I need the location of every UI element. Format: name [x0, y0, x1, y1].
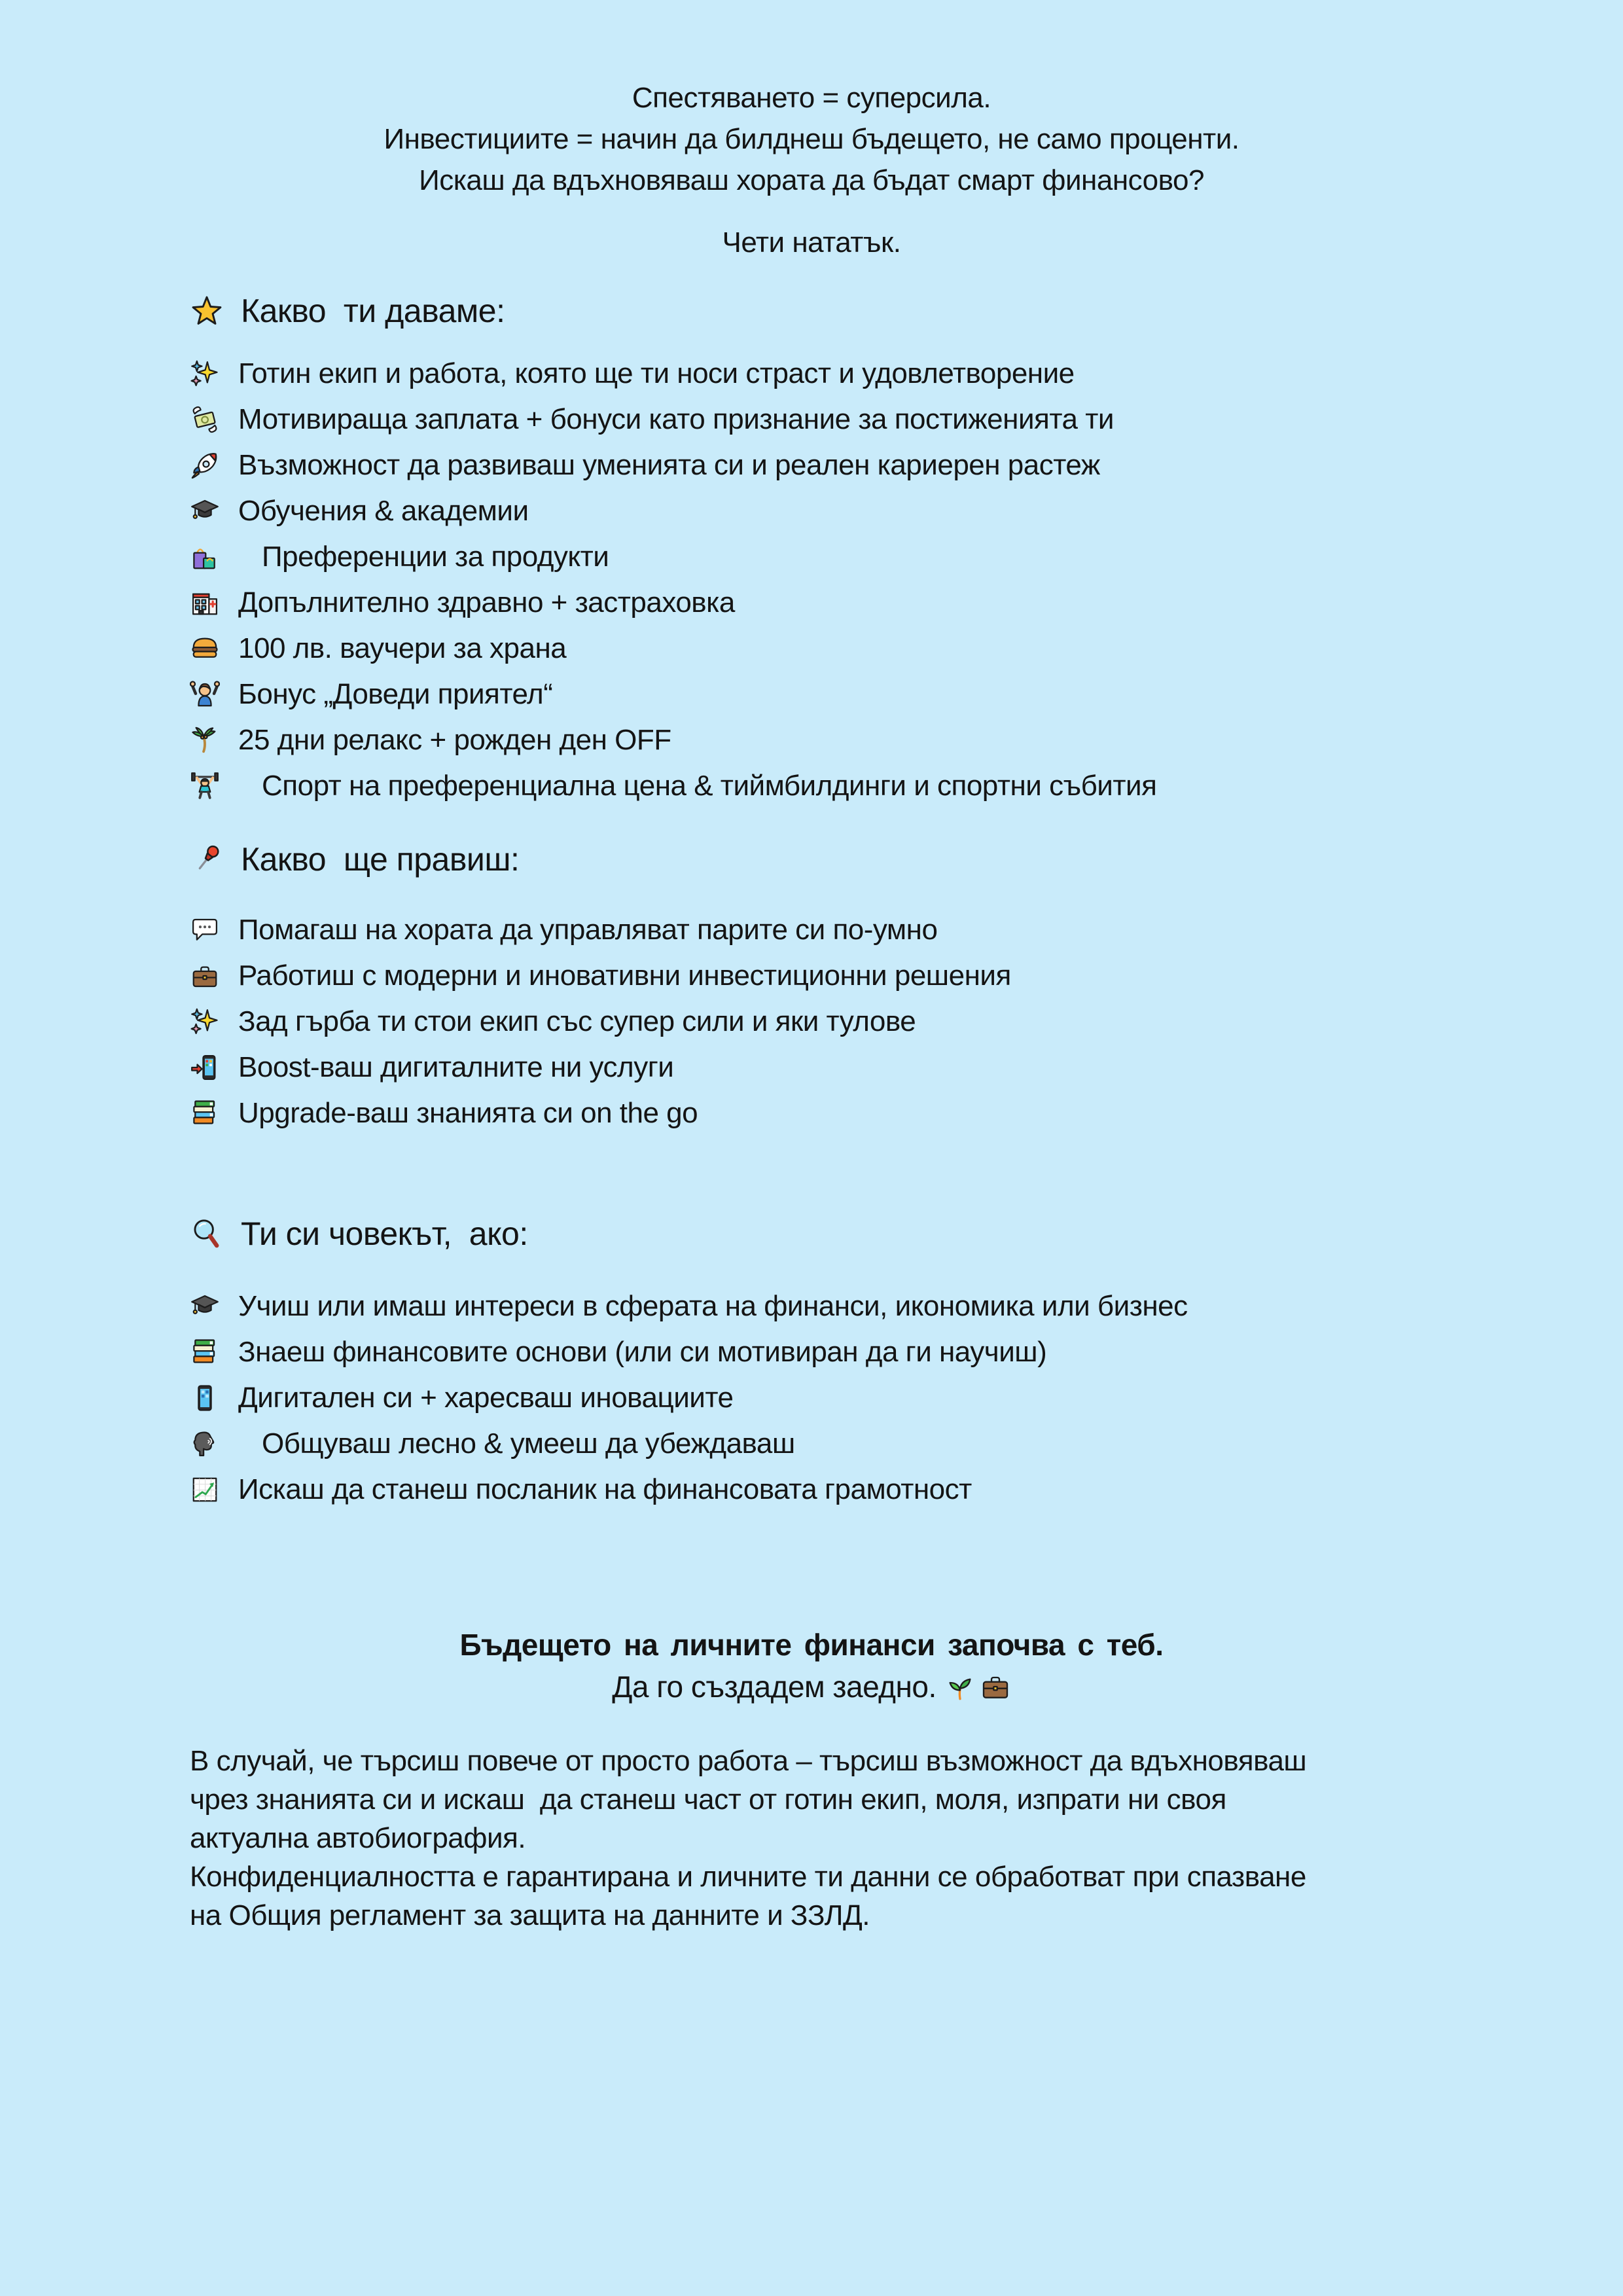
list-item-icon-wrap	[190, 915, 220, 945]
list-item-icon-wrap	[190, 1098, 220, 1128]
intro-line: Искаш да вдъхновяваш хората да бъдат смарт финансово?	[419, 164, 1204, 196]
list-item-icon-wrap	[190, 634, 220, 664]
cta-headline: Бъдещето на личните финанси започва с теб.	[459, 1628, 1164, 1662]
briefcase-icon	[190, 961, 220, 991]
list-item	[190, 1045, 1623, 1090]
requirements-list	[190, 1283, 1623, 1513]
section-heading	[190, 291, 1623, 331]
list-item	[190, 1329, 1623, 1375]
benefits-list	[190, 351, 1623, 809]
list-item-text: Работиш с модерни и иновативни инвестиционни решения	[238, 960, 1011, 992]
list-item-icon-wrap	[190, 450, 220, 480]
list-item-icon-wrap	[190, 1383, 220, 1413]
sparkles-icon	[190, 1007, 220, 1037]
list-item-text: Upgrade-ваш знанията си on the go	[238, 1097, 698, 1129]
palm-tree-icon	[190, 725, 220, 755]
list-item	[190, 397, 1623, 442]
list-item	[190, 763, 1623, 809]
list-item-text: Бонус „Доведи приятел“	[238, 678, 553, 710]
mobile-phone-icon	[190, 1383, 220, 1413]
duties-list	[190, 907, 1623, 1136]
briefcase-icon	[980, 1671, 1011, 1702]
list-item-text: Знаеш финансовите основи (или си мотивиран да ги научиш)	[238, 1336, 1047, 1368]
list-item-icon-wrap	[190, 679, 220, 709]
list-item-text: Мотивираща заплата + бонуси като признание за постиженията ти	[238, 403, 1114, 435]
section-what-you-will-do	[190, 839, 1623, 1136]
pushpin-icon	[190, 842, 224, 876]
hamburger-icon	[190, 634, 220, 664]
list-item	[190, 717, 1623, 763]
list-item-icon-wrap	[190, 961, 220, 991]
seedling-icon	[944, 1671, 976, 1702]
sparkles-icon	[190, 359, 220, 389]
list-item-icon-wrap	[190, 542, 220, 572]
list-item-text: Boost-ваш дигиталните ни услуги	[238, 1051, 674, 1083]
list-item	[190, 488, 1623, 534]
list-item-text: 25 дни релакс + рожден ден OFF	[238, 724, 671, 756]
chart-increasing-icon	[190, 1475, 220, 1505]
list-item-text: Учиш или имаш интереси в сферата на финанси, икономика или бизнес	[238, 1290, 1188, 1322]
list-item-icon-wrap	[190, 1429, 220, 1459]
list-item-text: Зад гърба ти стои екип със супер сили и яки тулове	[238, 1005, 916, 1037]
list-item	[190, 953, 1623, 999]
list-item-icon-wrap	[190, 359, 220, 389]
shopping-bags-icon	[190, 542, 220, 572]
cta-subline-text: Да го създадем заедно.	[612, 1670, 936, 1704]
speech-balloon-icon	[190, 915, 220, 945]
list-item	[190, 580, 1623, 626]
star-icon	[190, 294, 224, 328]
outro-line: чрез знанията си и искаш да станеш част от готин екип, моля, изпрати ни своя	[190, 1784, 1226, 1816]
section-heading-text: Какво ще правиш:	[241, 841, 520, 878]
intro-block	[0, 0, 1623, 263]
list-item-icon-wrap	[190, 404, 220, 435]
list-item-text: Допълнително здравно + застраховка	[238, 586, 735, 619]
list-item	[190, 1421, 1623, 1467]
list-item-icon-wrap	[190, 1291, 220, 1321]
list-item-text: 100 лв. ваучери за храна	[238, 632, 567, 664]
list-item	[190, 1375, 1623, 1421]
section-heading-icon-wrap	[190, 842, 224, 876]
read-on-text: Чети нататък.	[722, 226, 901, 259]
list-item-icon-wrap	[190, 1052, 220, 1083]
outro-paragraph	[190, 1742, 1466, 1935]
mobile-phone-arrow-icon	[190, 1052, 220, 1083]
list-item	[190, 999, 1623, 1045]
list-item-text: Възможност да развиваш уменията си и реален кариерен растеж	[238, 449, 1100, 481]
list-item	[190, 1467, 1623, 1513]
list-item-text: Помагаш на хората да управляват парите си по-умно	[238, 914, 938, 946]
list-item-icon-wrap	[190, 725, 220, 755]
list-item-text: Преференции за продукти	[262, 541, 609, 573]
money-with-wings-icon	[190, 404, 220, 435]
list-item	[190, 442, 1623, 488]
intro-line: Инвестициите = начин да билднеш бъдещето, не само проценти.	[383, 123, 1240, 155]
list-item	[190, 1090, 1623, 1136]
list-item	[190, 534, 1623, 580]
list-item-text: Общуваш лесно & умееш да убеждаваш	[262, 1427, 795, 1460]
list-item-text: Искаш да станеш посланик на финансовата грамотност	[238, 1473, 972, 1505]
intro-line: Спестяването = суперсила.	[632, 82, 991, 114]
hospital-icon	[190, 588, 220, 618]
books-icon	[190, 1098, 220, 1128]
speaking-head-icon	[190, 1429, 220, 1459]
list-item-icon-wrap	[190, 1337, 220, 1367]
list-item	[190, 626, 1623, 672]
person-raising-hands-icon	[190, 679, 220, 709]
section-heading	[190, 839, 1623, 880]
section-heading-icon-wrap	[190, 1217, 224, 1251]
outro-line: на Общия регламент за защита на данните и ЗЗЛД.	[190, 1899, 870, 1931]
list-item-icon-wrap	[190, 588, 220, 618]
graduation-cap-icon	[190, 1291, 220, 1321]
section-heading	[190, 1213, 1623, 1254]
list-item	[190, 672, 1623, 717]
rocket-icon	[190, 450, 220, 480]
magnifying-glass-icon	[190, 1217, 224, 1251]
outro-line: актуална автобиография.	[190, 1822, 526, 1854]
list-item-text: Обучения & академии	[238, 495, 529, 527]
list-item-icon-wrap	[190, 496, 220, 526]
list-item-text: Спорт на преференциална цена & тиймбилдинги и спортни събития	[262, 770, 1157, 802]
section-heading-icon-wrap	[190, 294, 224, 328]
section-heading-text: Какво ти даваме:	[241, 293, 505, 329]
section-heading-text: Ти си човекът, ако:	[241, 1215, 528, 1252]
list-item-text: Дигитален си + харесваш иновациите	[238, 1382, 734, 1414]
graduation-cap-icon	[190, 496, 220, 526]
section-you-are-the-person-if	[190, 1213, 1623, 1513]
cta-block	[0, 1624, 1623, 1708]
section-what-we-give	[190, 291, 1623, 809]
weight-lifter-icon	[190, 771, 220, 801]
books-icon	[190, 1337, 220, 1367]
outro-line: Конфиденциалността е гарантирана и личните ти данни се обработват при спазване	[190, 1861, 1306, 1893]
outro-line: В случай, че търсиш повече от просто работа – търсиш възможност да вдъхновяваш	[190, 1745, 1307, 1777]
list-item	[190, 907, 1623, 953]
list-item	[190, 1283, 1623, 1329]
list-item-icon-wrap	[190, 1007, 220, 1037]
list-item	[190, 351, 1623, 397]
cta-icons	[940, 1671, 1011, 1702]
list-item-icon-wrap	[190, 1475, 220, 1505]
list-item-icon-wrap	[190, 771, 220, 801]
list-item-text: Готин екип и работа, която ще ти носи страст и удовлетворение	[238, 357, 1075, 389]
cta-subline	[0, 1666, 1623, 1708]
